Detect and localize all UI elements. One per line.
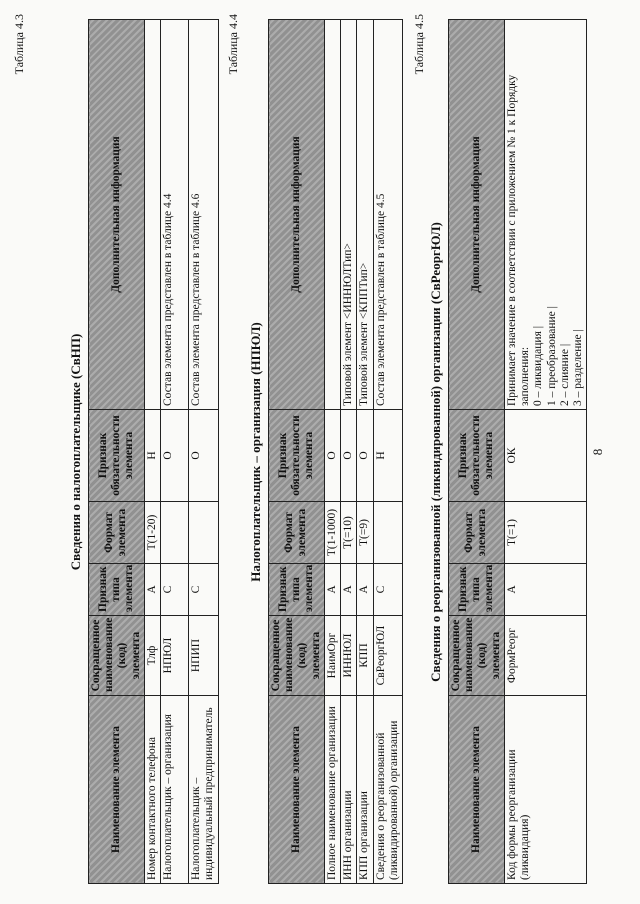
table-row — [189, 20, 218, 884]
cell-code: Тлф — [144, 616, 160, 696]
header-code: Сокращенное наименование (код) элемента — [89, 616, 145, 696]
cell-required: ОК — [504, 410, 586, 502]
cell-required: Н — [144, 410, 160, 502]
cell-name: Налогоплательщик – индивидуальный предприниматель — [189, 696, 218, 884]
page-number: 8 — [590, 448, 605, 456]
cell-name: Полное наименование организации — [324, 696, 340, 884]
cell-type: А — [357, 564, 373, 616]
cell-type: С — [373, 564, 402, 616]
cell-info — [324, 20, 340, 410]
cell-type: С — [189, 564, 218, 616]
info-line: 2 – слияние | — [558, 343, 571, 406]
cell-type: С — [161, 564, 189, 616]
table-4-3-number: Таблица 4.3 — [12, 14, 26, 75]
table-4-3-title: Сведения о налогоплательщике (СвНП) — [68, 333, 83, 571]
info-line: 0 – ликвидация | — [532, 325, 545, 406]
header-name: Наименование элемента — [89, 696, 145, 884]
cell-info — [504, 20, 586, 410]
cell-format — [373, 502, 402, 564]
header-info: Дополнительная информация — [89, 20, 145, 410]
table-row — [324, 20, 340, 884]
table-row — [357, 20, 373, 884]
table-row — [144, 20, 160, 884]
table-4-4-number: Таблица 4.4 — [226, 14, 240, 75]
cell-code: КПП — [357, 616, 373, 696]
table-4-5 — [448, 19, 587, 884]
cell-info: Состав элемента представлен в таблице 4.6 — [189, 20, 218, 410]
cell-required: О — [161, 410, 189, 502]
header-required: Признак обязательности элемента — [449, 410, 505, 502]
info-line: 1 – преобразование | — [545, 306, 558, 406]
table-4-4 — [268, 19, 403, 884]
cell-type: А — [341, 564, 357, 616]
cell-format — [161, 502, 189, 564]
table-4-3 — [88, 19, 219, 884]
cell-code: НПЮЛ — [161, 616, 189, 696]
table-row — [504, 20, 586, 884]
cell-format: T(1-1000) — [324, 502, 340, 564]
header-info: Дополнительная информация — [269, 20, 325, 410]
cell-type: А — [144, 564, 160, 616]
cell-format: T(=9) — [357, 502, 373, 564]
header-code: Сокращенное наименование (код) элемента — [269, 616, 325, 696]
table-4-5-title: Сведения о реорганизованной (ликвидированной) организации (СвРеоргЮЛ) — [428, 222, 443, 682]
cell-code: СвРеоргЮЛ — [373, 616, 402, 696]
cell-format: T(=10) — [341, 502, 357, 564]
header-format: Формат элемента — [269, 502, 325, 564]
cell-info: Типовой элемент <ИННЮЛТип> — [341, 20, 357, 410]
cell-name: КПП организации — [357, 696, 373, 884]
cell-required: О — [189, 410, 218, 502]
cell-name: Номер контактного телефона — [144, 696, 160, 884]
header-type: Признак типа элемента — [269, 564, 325, 616]
cell-required: О — [341, 410, 357, 502]
cell-info: Состав элемента представлен в таблице 4.4 — [161, 20, 189, 410]
table-row — [161, 20, 189, 884]
cell-format — [189, 502, 218, 564]
cell-type: А — [504, 564, 586, 616]
header-format: Формат элемента — [89, 502, 145, 564]
header-type: Признак типа элемента — [89, 564, 145, 616]
table-row — [373, 20, 402, 884]
cell-code: ФормРеорг — [504, 616, 586, 696]
info-line: 3 – разделение | — [571, 329, 584, 406]
cell-info — [144, 20, 160, 410]
cell-type: А — [324, 564, 340, 616]
cell-required: О — [357, 410, 373, 502]
cell-required: О — [324, 410, 340, 502]
header-required: Признак обязательности элемента — [269, 410, 325, 502]
cell-format: T(=1) — [504, 502, 586, 564]
cell-name: ИНН организации — [341, 696, 357, 884]
header-name: Наименование элемента — [449, 696, 505, 884]
cell-code: НаимОрг — [324, 616, 340, 696]
header-format: Формат элемента — [449, 502, 505, 564]
cell-code: НПИП — [189, 616, 218, 696]
cell-info: Типовой элемент <КППТип> — [357, 20, 373, 410]
cell-format: T(1-20) — [144, 502, 160, 564]
cell-name: Сведения о реорганизованной (ликвидированной) организации — [373, 696, 402, 884]
header-type: Признак типа элемента — [449, 564, 505, 616]
header-required: Признак обязательности элемента — [89, 410, 145, 502]
header-code: Сокращенное наименование (код) элемента — [449, 616, 505, 696]
cell-name: Налогоплательщик – организация — [161, 696, 189, 884]
header-name: Наименование элемента — [269, 696, 325, 884]
table-4-5-number: Таблица 4.5 — [412, 14, 426, 75]
cell-name: Код формы реорганизации (ликвидация) — [504, 696, 586, 884]
table-row — [341, 20, 357, 884]
header-info: Дополнительная информация — [449, 20, 505, 410]
cell-required: Н — [373, 410, 402, 502]
table-4-4-title: Налогоплательщик – организация (НПЮЛ) — [248, 322, 263, 582]
cell-code: ИННЮЛ — [341, 616, 357, 696]
info-line: Принимает значение в соответствии с приложением № 1 к Порядку заполнения: — [505, 74, 532, 406]
cell-info: Состав элемента представлен в таблице 4.5 — [373, 20, 402, 410]
